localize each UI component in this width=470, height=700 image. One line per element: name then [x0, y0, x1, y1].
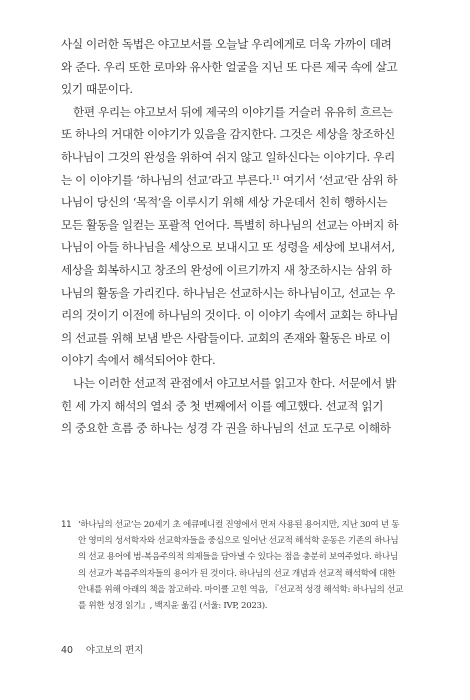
text-line: 한편 우리는 야고보서 뒤에 제국의 이야기를 거슬러 유유히 흐르는 — [73, 104, 393, 119]
book-title: 야고보의 편지 — [85, 645, 144, 656]
text-line: 나님의 활동을 가리킨다. 하나님은 선교하시는 하나님이고, 선교는 우 — [61, 285, 395, 300]
text-line: 또 하나의 거대한 이야기가 있음을 감지한다. 그것은 세상을 창조하신 — [61, 127, 395, 142]
text-line: 와 준다. 우리 또한 로마와 유사한 얼굴을 지닌 또 다른 제국 속에 살고 — [61, 59, 398, 74]
text-line: 의 선교를 위해 보냄 받은 사람들이다. 교회의 존재와 활동은 바로 이 — [61, 330, 391, 345]
paragraph-1 — [61, 33, 414, 101]
footnote — [61, 517, 421, 614]
paragraph-2 — [61, 101, 414, 372]
text-line-with-footnote — [61, 169, 414, 192]
footnote-line: 의 선교가 복음주의자들의 용어가 된 것이다. 하나님의 선교 개념과 선교적 해석학에 대한 — [78, 568, 396, 579]
text-line: 힌 세 가지 해석의 열쇠 중 첫 번째에서 이를 예고했다. 선교적 읽기 — [61, 398, 384, 413]
footnote-line: ‘하나님의 선교’는 20세기 초 에큐메니컬 진영에서 먼저 사용된 용어지만, 지난 30여 년 동 — [78, 520, 400, 530]
footnote-body — [78, 517, 421, 614]
text-line: 세상을 회복하시고 창조의 완성에 이르기까지 새 창조하시는 삼위 하 — [61, 262, 392, 277]
main-text — [61, 33, 414, 440]
footnote-line: 의 선교 용어에 범-복음주의적 의제들을 담아낼 수 있다는 점을 충분히 보여주었다. 하나님 — [78, 552, 398, 563]
footnote-line: 를 위한 성경 읽기』, 백지윤 옮김 (서울: IVP, 2023). — [78, 601, 268, 612]
text-line: 나님이 당신의 ‘목적’을 이루시기 위해 세상 가운데서 친히 행하시는 — [61, 195, 388, 210]
text-line: 있기 때문이다. — [61, 82, 133, 97]
text-line: 나님이 아들 하나님을 세상으로 보내시고 또 성령을 세상에 보내셔서, — [61, 240, 395, 255]
page-footer — [61, 642, 143, 656]
text-line: 모든 활동을 일컫는 포괄적 언어다. 특별히 하나님의 선교는 아버지 하 — [61, 217, 399, 232]
footnote-reference: 11 — [272, 173, 280, 182]
footnote-line: 안내를 위해 아래의 책을 참고하라. 마이클 고힌 역음, 『선교적 성경 해석학: 하나님의 선교 — [78, 584, 403, 595]
footnote-line: 안 영미의 성서학자와 선교학자들을 중심으로 일어난 선교적 해석학 운동은 기존의 하나님 — [78, 536, 399, 547]
paragraph-3 — [61, 372, 414, 440]
text-line: 의 중요한 흐름 중 하나는 성경 각 권을 하나님의 선교 도구로 이해하 — [61, 421, 391, 436]
text-line: 나는 이러한 선교적 관점에서 야고보서를 읽고자 한다. 서문에서 밝 — [73, 375, 396, 390]
text-segment: 여기서 ‘선교’란 삼위 하 — [279, 172, 398, 187]
footnote-number: 11 — [61, 520, 72, 530]
text-line: 사실 이러한 독법은 야고보서를 오늘날 우리에게로 더욱 가까이 데려 — [61, 37, 392, 51]
text-line: 이야기 속에서 해석되어야 한다. — [61, 353, 216, 368]
page-number: 40 — [61, 645, 73, 656]
text-segment: 는 이 이야기를 ‘하나님의 선교’라고 부른다. — [61, 172, 273, 187]
text-line: 하나님이 그것의 완성을 위하여 쉬지 않고 일하신다는 이야기다. 우리 — [61, 149, 395, 164]
text-line: 리의 것이기 이전에 하나님의 것이다. 이 이야기 속에서 교회는 하나님 — [61, 308, 399, 323]
